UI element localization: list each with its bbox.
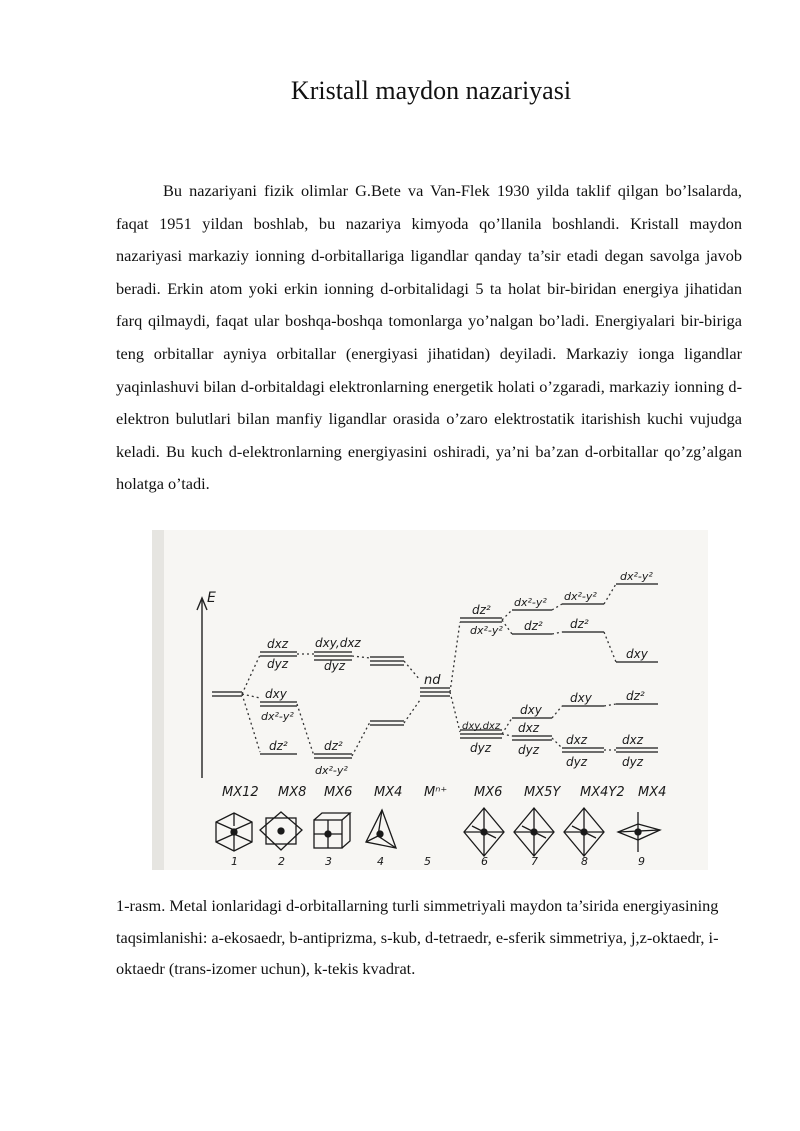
- formula-9: MX4: [638, 785, 667, 800]
- svg-text:nd: nd: [424, 673, 441, 688]
- svg-text:dyz: dyz: [622, 755, 644, 769]
- svg-text:4: 4: [377, 855, 384, 868]
- svg-text:dz²: dz²: [570, 617, 589, 631]
- svg-text:dxy: dxy: [265, 687, 287, 701]
- svg-text:dxz: dxz: [622, 733, 644, 747]
- svg-text:dxy,dxz: dxy,dxz: [462, 721, 501, 732]
- svg-text:dxy: dxy: [626, 647, 648, 661]
- formula-1: MX12: [222, 785, 259, 800]
- svg-text:dx²-y²: dx²-y²: [315, 764, 348, 777]
- scan-edge: [152, 530, 164, 870]
- svg-text:dyz: dyz: [470, 741, 492, 755]
- svg-text:dyz: dyz: [566, 755, 588, 769]
- svg-text:7: 7: [531, 855, 538, 868]
- svg-text:dx²-y²: dx²-y²: [620, 570, 653, 583]
- svg-text:9: 9: [638, 855, 645, 868]
- svg-text:dxz: dxz: [518, 721, 540, 735]
- figure-caption: 1-rasm. Metal ionlaridagi d-orbitallarning turli simmetriyali maydon ta’sirida energiyasining taqsimlanishi: a-ekosaedr, b-antiprizma, s-kub, d-tetraedr, e-sferik simmetriya, j,z-oktaedr, i-oktaedr (trans-izomer uchun), k-tekis kvadrat.: [116, 896, 719, 978]
- axis-label: E: [207, 590, 216, 606]
- svg-text:dxz: dxz: [566, 733, 588, 747]
- page-title: Kristall maydon nazariyasi: [290, 76, 572, 105]
- svg-text:dxy,dxz: dxy,dxz: [315, 636, 361, 650]
- formula-7: MX5Y: [524, 785, 561, 800]
- svg-text:5: 5: [424, 855, 431, 868]
- svg-text:6: 6: [481, 855, 488, 868]
- intro-paragraph: Bu nazariyani fizik olimlar G.Bete va Van-Flek 1930 yilda taklif qilgan bo’lsalarda, faqat 1951 yildan boshlab, bu nazariya kimyoda qo’llanila boshlandi. Kristall maydon nazariyasi markaziy ionning d-orbitallariga ligandlar qanday ta’sir etadi degan savolga javob beradi. Erkin atom yoki erkin ionning d-orbitalidagi 5 ta holat bir-biridan energiya jihatidan farq qilmaydi, faqat ular boshqa-boshqa tomonlarga yo’nalgan bo’ladi. Energiyalari bir-biriga teng orbitallar ayniya orbitallar (energiyasi jihatidan) deyiladi. Markaziy ionga ligandlar yaqinlashuvi bilan d-orbitaldagi elektronlarning energetik holati o’zgaradi, markaziy ionning d-elektron bulutlari bilan manfiy ligandlar orasida o’zaro elektrostatik itarishish kuchi vujudga keladi. Bu kuch d-elektronlarning energiyasini oshiradi, ya’ni ba’zan d-orbitallar qo’zg’algan holatga o’tadi.: [116, 181, 742, 494]
- svg-text:dz²: dz²: [324, 739, 343, 753]
- formula-3: MX6: [324, 785, 353, 800]
- svg-text:2: 2: [278, 855, 285, 868]
- svg-text:8: 8: [581, 855, 588, 868]
- svg-text:dxz: dxz: [267, 637, 289, 651]
- svg-text:dyz: dyz: [324, 659, 346, 673]
- svg-text:dx²-y²: dx²-y²: [564, 590, 597, 603]
- svg-text:dz²: dz²: [626, 689, 645, 703]
- antiprism-icon: [260, 812, 302, 850]
- svg-text:dz²: dz²: [524, 619, 543, 633]
- complex-formula-row: [222, 785, 666, 800]
- svg-text:dx²-y²: dx²-y²: [470, 624, 503, 637]
- formula-5: Mⁿ⁺: [424, 785, 448, 800]
- svg-text:dyz: dyz: [518, 743, 540, 757]
- svg-text:dz²: dz²: [269, 739, 288, 753]
- svg-text:dx²-y²: dx²-y²: [514, 596, 547, 609]
- svg-text:dxy: dxy: [520, 703, 542, 717]
- svg-text:3: 3: [325, 855, 332, 868]
- svg-text:dz²: dz²: [472, 603, 491, 617]
- formula-4: MX4: [374, 785, 403, 800]
- svg-text:1: 1: [231, 855, 238, 868]
- crystal-field-diagram: [152, 530, 708, 870]
- svg-text:dxy: dxy: [570, 691, 592, 705]
- formula-6: MX6: [474, 785, 503, 800]
- svg-text:dx²-y²: dx²-y²: [261, 710, 294, 723]
- formula-2: MX8: [278, 785, 307, 800]
- formula-8: MX4Y2: [580, 785, 625, 800]
- svg-text:dyz: dyz: [267, 657, 289, 671]
